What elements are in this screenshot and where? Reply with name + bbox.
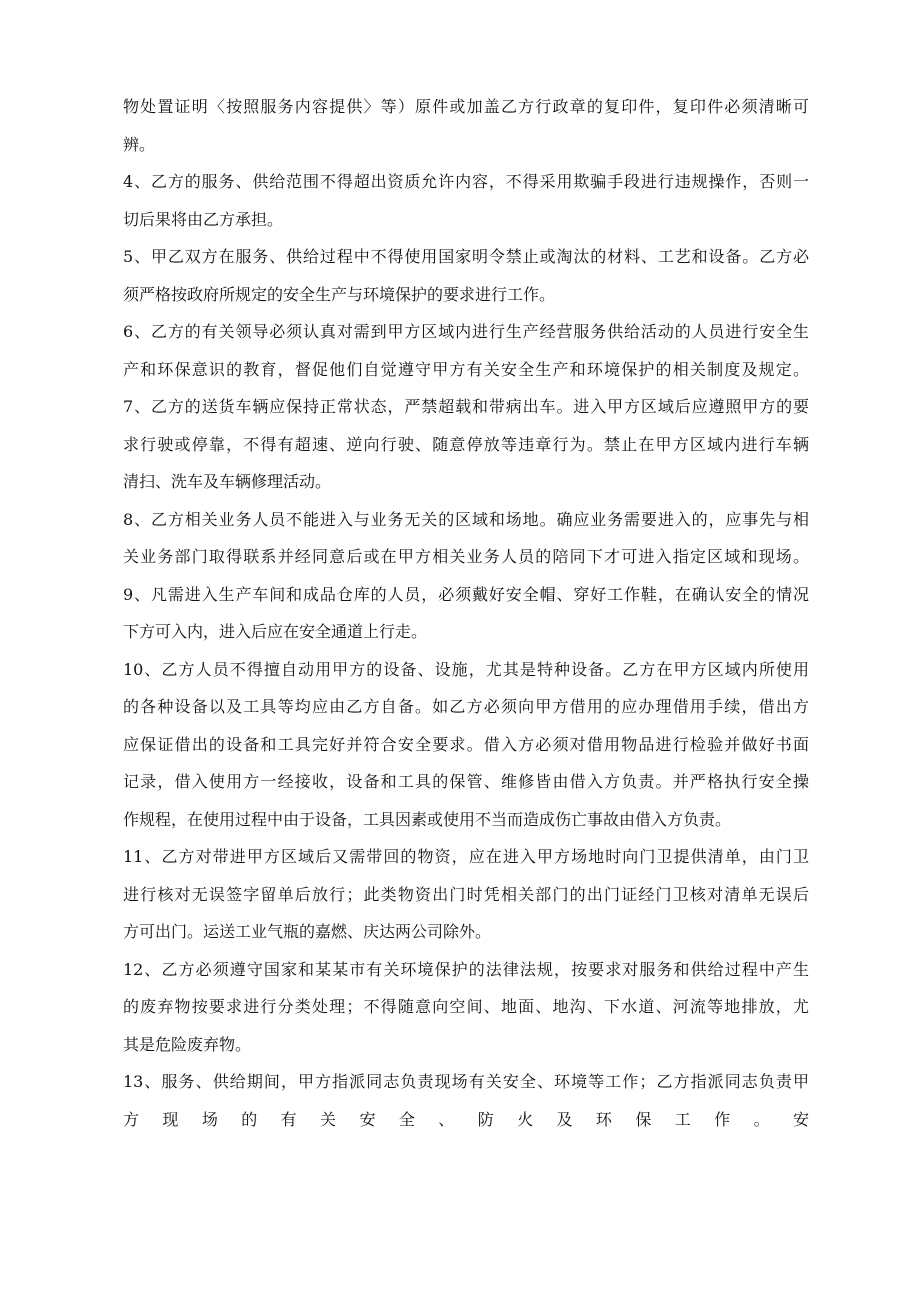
text-line-12: 8、乙方相关业务人员不能进入与业务无关的区域和场地。确应业务需要进入的，应事先与相 [123,510,809,529]
text-line-8: 产和环保意识的教育，督促他们自觉遵守甲方有关安全生产和环境保护的相关制度及规定。 [123,360,809,379]
text-line-26: 其是危险废弃物。 [123,1035,252,1054]
text-line-10: 求行驶或停靠，不得有超速、逆向行驶、随意停放等违章行为。禁止在甲方区域内进行车辆 [123,435,809,454]
text-line-28: 方 现 场 的 有 关 安 全 、 防 火 及 环 保 工 作 。 安 [123,1110,809,1129]
text-line-15: 下方可入内，进入后应在安全通道上行走。 [123,622,428,641]
text-line-24: 12、乙方必须遵守国家和某某市有关环境保护的法律法规，按要求对服务和供给过程中产生 [123,960,809,979]
text-line-23: 方可出门。运送工业气瓶的嘉燃、庆达两公司除外。 [123,922,492,941]
text-line-27: 13、服务、供给期间，甲方指派同志负责现场有关安全、环境等工作；乙方指派同志负责甲 [123,1072,809,1091]
text-line-1: 物处置证明〈按照服务内容提供〉等）原件或加盖乙方行政章的复印件，复印件必须清晰可 [123,97,809,116]
text-line-17: 的各种设备以及工具等均应由乙方自备。如乙方必须向甲方借用的应办理借用手续，借出方 [123,697,809,716]
text-line-20: 作规程，在使用过程中由于设备，工具因素或使用不当而造成伤亡事故由借入方负责。 [123,810,732,829]
text-line-14: 9、凡需进入生产车间和成品仓库的人员，必须戴好安全帽、穿好工作鞋，在确认安全的情况 [123,585,809,604]
text-line-5: 5、甲乙双方在服务、供给过程中不得使用国家明令禁止或淘汰的材料、工艺和设备。乙方必 [123,247,809,266]
text-line-16: 10、乙方人员不得擅自动用甲方的设备、设施，尤其是特种设备。乙方在甲方区域内所使用 [123,660,809,679]
text-line-22: 进行核对无误签字留单后放行；此类物资出门时凭相关部门的出门证经门卫核对清单无误后 [123,885,809,904]
text-line-21: 11、乙方对带进甲方区域后又需带回的物资，应在进入甲方场地时向门卫提供清单，由门卫 [123,847,809,866]
text-line-9: 7、乙方的送货车辆应保持正常状态，严禁超载和带病出车。进入甲方区域后应遵照甲方的要 [123,397,809,416]
text-line-3: 4、乙方的服务、供给范围不得超出资质允许内容，不得采用欺骗手段进行违规操作，否则一 [123,172,809,191]
text-line-2: 辨。 [123,135,156,154]
text-line-11: 清扫、洗车及车辆修理活动。 [123,472,332,491]
text-line-4: 切后果将由乙方承担。 [123,210,284,229]
text-line-25: 的废弃物按要求进行分类处理；不得随意向空间、地面、地沟、下水道、河流等地排放，尤 [123,997,809,1016]
text-line-13: 关业务部门取得联系并经同意后或在甲方相关业务人员的陪同下才可进入指定区域和现场。 [123,547,809,566]
text-line-18: 应保证借出的设备和工具完好并符合安全要求。借入方必须对借用物品进行检验并做好书面 [123,735,809,754]
text-line-6: 须严格按政府所规定的安全生产与环境保护的要求进行工作。 [123,285,556,304]
text-line-19: 记录，借入使用方一经接收，设备和工具的保管、维修皆由借入方负责。并严格执行安全操 [123,772,809,791]
text-line-7: 6、乙方的有关领导必须认真对需到甲方区域内进行生产经营服务供给活动的人员进行安全生 [123,322,809,341]
